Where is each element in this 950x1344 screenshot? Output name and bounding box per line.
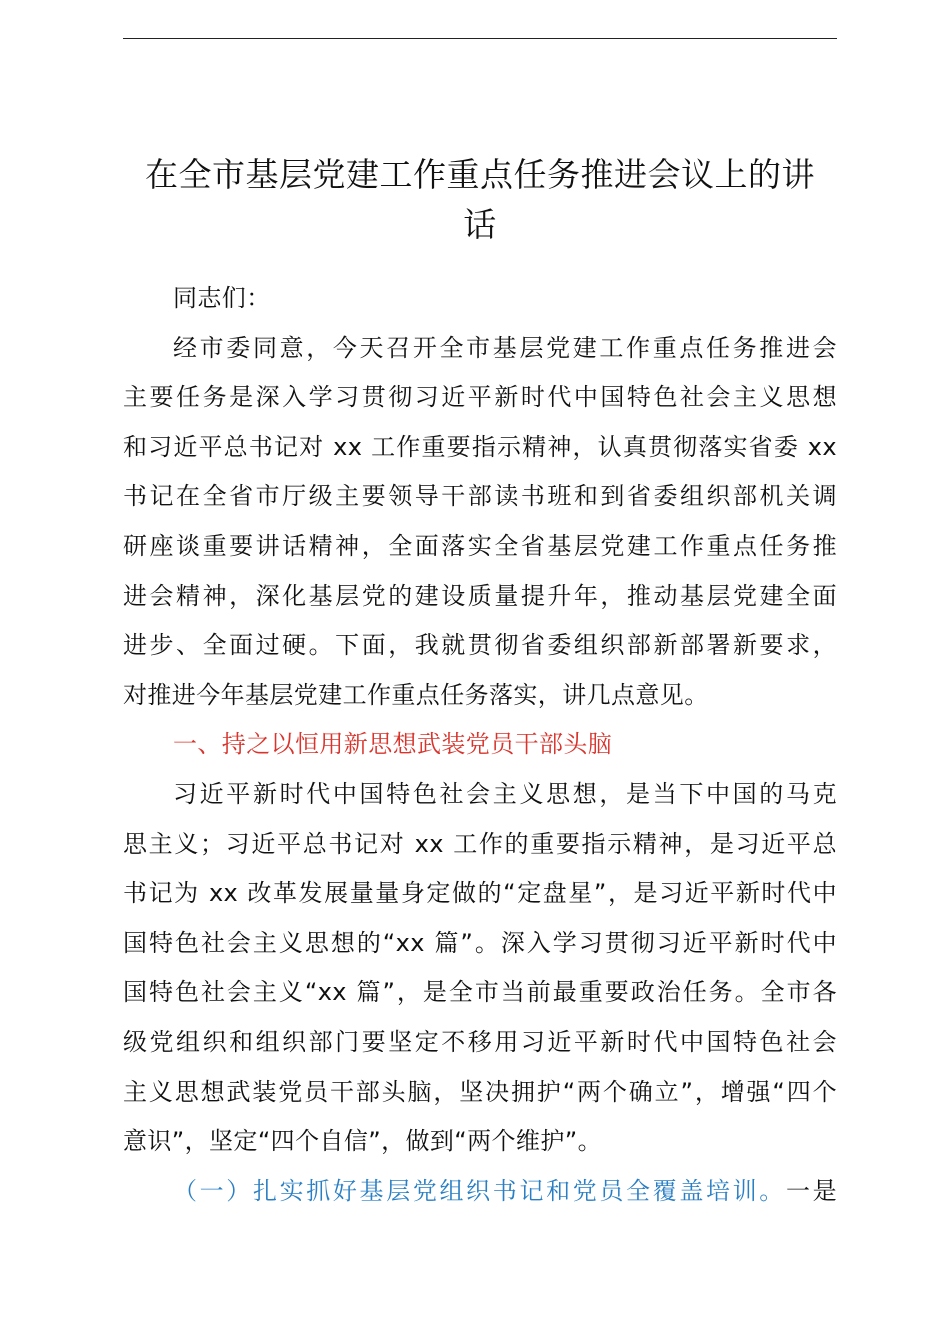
subsection-tail: 一是 — [785, 1176, 837, 1205]
paragraph-2 — [123, 770, 837, 1167]
para2-line: 书记为 xx 改革发展量量身定做的“定盘星”，是习近平新时代中 — [123, 879, 837, 908]
para2-line: 国特色社会主义思想的“xx 篇”。深入学习贯彻习近平新时代中 — [123, 928, 837, 957]
header-rule — [123, 38, 837, 39]
para2-line: 主义思想武装党员干部头脑，坚决拥护“两个确立”，增强“四个 — [123, 1077, 837, 1106]
para2-line: 思主义；习近平总书记对 xx 工作的重要指示精神，是习近平总 — [123, 829, 837, 858]
para1-line: 经市委同意，今天召开全市基层党建工作重点任务推进会 — [173, 333, 837, 362]
para2-line: 国特色社会主义“xx 篇”，是全市当前最重要政治任务。全市各 — [123, 978, 837, 1007]
para2-line: 意识”，坚定“四个自信”，做到“两个维护”。 — [123, 1127, 602, 1156]
subsection-line — [123, 1167, 837, 1217]
document-body — [123, 274, 837, 1216]
para1-line: 对推进今年基层党建工作重点任务落实，讲几点意见。 — [123, 680, 709, 709]
para1-line: 进步、全面过硬。下面，我就贯彻省委组织部新部署新要求， — [123, 631, 837, 660]
subsection-heading-1: （一）扎实抓好基层党组织书记和党员全覆盖培训。 — [173, 1176, 786, 1205]
para1-line: 研座谈重要讲话精神，全面落实全省基层党建工作重点任务推 — [123, 531, 837, 560]
para1-line: 和习近平总书记对 xx 工作重要指示精神，认真贯彻落实省委 xx — [123, 432, 837, 461]
title-line-1: 在全市基层党建工作重点任务推进会议上的讲 — [145, 155, 815, 194]
title-line-2: 话 — [463, 205, 497, 244]
document-title — [110, 150, 850, 250]
para2-line: 习近平新时代中国特色社会主义思想，是当下中国的马克 — [173, 779, 837, 808]
para2-line: 级党组织和组织部门要坚定不移用习近平新时代中国特色社会 — [123, 1027, 837, 1056]
salutation: 同志们： — [173, 284, 271, 312]
section-heading-1: 一、持之以恒用新思想武装党员干部头脑 — [173, 730, 613, 759]
paragraph-1 — [123, 324, 837, 721]
para1-line: 书记在全省市厅级主要领导干部读书班和到省委组织部机关调 — [123, 482, 837, 511]
para1-line: 主要任务是深入学习贯彻习近平新时代中国特色社会主义思想 — [123, 383, 837, 412]
para1-line: 进会精神，深化基层党的建设质量提升年，推动基层党建全面 — [123, 581, 837, 610]
